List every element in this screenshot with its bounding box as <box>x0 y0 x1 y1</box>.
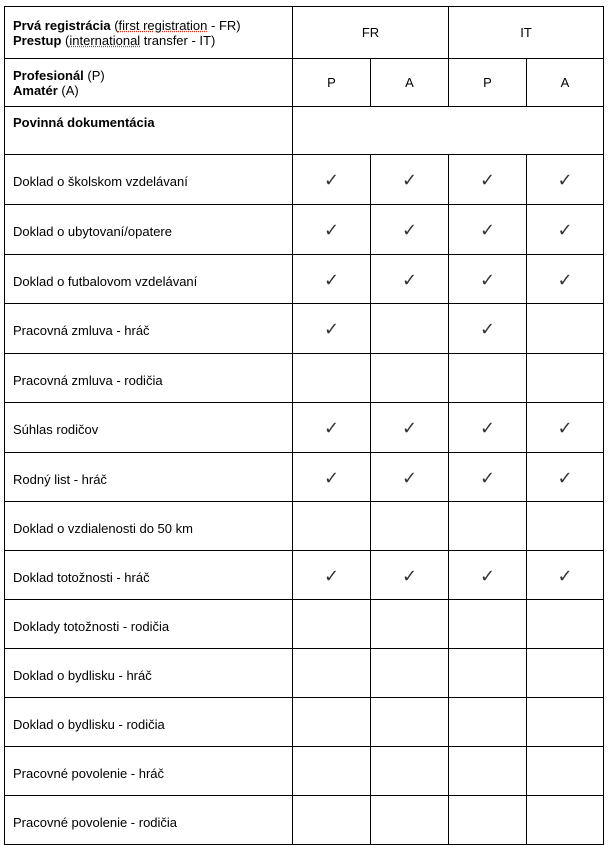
document-label-cell <box>5 453 293 502</box>
check-cell-fr-a <box>371 551 449 600</box>
table-row <box>5 155 604 205</box>
check-icon: ✓ <box>557 467 573 489</box>
table-row <box>5 205 604 255</box>
check-cell-fr-p <box>293 304 371 354</box>
transfer-english-word: international <box>69 32 141 48</box>
document-label-cell <box>5 502 293 551</box>
table-row <box>5 649 604 698</box>
check-icon: ✓ <box>479 418 496 439</box>
first-registration-label: Prvá registrácia <box>13 17 111 33</box>
table-row <box>5 600 604 649</box>
check-cell-it-p <box>449 354 527 403</box>
documentation-table <box>4 6 604 845</box>
check-cell-it-a <box>527 551 604 600</box>
document-label: Pracovné povolenie - rodičia <box>13 814 178 830</box>
check-cell-it-a <box>527 205 604 255</box>
column-header-fr: FR <box>293 7 449 59</box>
paren-open: ( <box>110 17 119 33</box>
check-icon: ✓ <box>323 319 340 340</box>
check-cell-it-p <box>449 205 527 255</box>
check-cell-it-a <box>527 354 604 403</box>
check-icon: ✓ <box>479 220 496 241</box>
check-cell-it-a <box>527 155 604 205</box>
check-cell-it-p <box>449 551 527 600</box>
document-label-cell <box>5 698 293 747</box>
check-cell-fr-a <box>371 600 449 649</box>
document-label: Súhlas rodičov <box>13 422 99 437</box>
table-row <box>5 502 604 551</box>
professional-label: Profesionál <box>13 67 84 83</box>
check-cell-it-p <box>449 304 527 354</box>
transfer-code: transfer - IT) <box>140 32 216 48</box>
check-cell-fr-p <box>293 747 371 796</box>
table-row <box>5 796 604 845</box>
amateur-label: Amatér <box>13 82 58 98</box>
document-label-cell <box>5 796 293 845</box>
check-cell-it-a <box>527 453 604 502</box>
document-label: Doklad o ubytovaní/opatere <box>13 224 172 239</box>
check-icon: ✓ <box>401 467 418 489</box>
check-icon: ✓ <box>401 170 418 191</box>
first-registration-english: first registration <box>118 17 208 33</box>
check-icon: ✓ <box>479 269 496 291</box>
column-header-it: IT <box>449 7 604 59</box>
check-icon: ✓ <box>323 269 340 291</box>
header-row-registration <box>5 7 604 59</box>
check-cell-fr-a <box>371 304 449 354</box>
document-label-cell <box>5 354 293 403</box>
table-row <box>5 551 604 600</box>
check-icon: ✓ <box>557 418 573 439</box>
check-icon: ✓ <box>323 170 340 191</box>
document-label: Doklad totožnosti - hráč <box>13 569 150 585</box>
check-cell-fr-p <box>293 649 371 698</box>
check-cell-fr-a <box>371 155 449 205</box>
check-cell-fr-p <box>293 205 371 255</box>
check-cell-it-p <box>449 403 527 453</box>
document-label: Pracovné povolenie - hráč <box>13 765 165 781</box>
check-cell-it-p <box>449 155 527 205</box>
check-cell-it-p <box>449 796 527 845</box>
subheader-it-p: P <box>449 59 527 107</box>
document-label-cell <box>5 205 293 255</box>
check-cell-fr-p <box>293 698 371 747</box>
check-cell-fr-a <box>371 354 449 403</box>
document-label-cell <box>5 304 293 354</box>
check-cell-it-a <box>527 502 604 551</box>
check-cell-fr-p <box>293 502 371 551</box>
check-cell-it-a <box>527 403 604 453</box>
document-label-cell <box>5 649 293 698</box>
document-label: Doklad o futbalovom vzdelávaní <box>13 273 198 289</box>
check-icon: ✓ <box>401 418 418 439</box>
check-cell-fr-a <box>371 502 449 551</box>
first-registration-code: - FR) <box>207 17 241 33</box>
check-cell-it-p <box>449 255 527 304</box>
subheader-fr-a: A <box>371 59 449 107</box>
document-label: Doklad o vzdialenosti do 50 km <box>13 520 193 536</box>
section-title-cell <box>5 107 293 155</box>
document-label: Doklad o školskom vzdelávaní <box>13 174 188 189</box>
check-cell-it-a <box>527 649 604 698</box>
check-cell-fr-a <box>371 698 449 747</box>
check-cell-fr-a <box>371 453 449 502</box>
check-icon: ✓ <box>479 170 496 191</box>
document-label-cell <box>5 403 293 453</box>
check-icon: ✓ <box>401 220 418 241</box>
check-cell-it-a <box>527 747 604 796</box>
check-cell-it-a <box>527 698 604 747</box>
check-cell-fr-p <box>293 155 371 205</box>
check-cell-fr-a <box>371 255 449 304</box>
table-row <box>5 403 604 453</box>
check-cell-fr-a <box>371 649 449 698</box>
check-icon: ✓ <box>479 319 496 340</box>
check-cell-it-p <box>449 747 527 796</box>
professional-code: (P) <box>83 67 105 83</box>
check-cell-fr-p <box>293 600 371 649</box>
check-icon: ✓ <box>479 565 496 587</box>
check-icon: ✓ <box>401 565 418 587</box>
check-cell-it-a <box>527 600 604 649</box>
check-cell-fr-a <box>371 205 449 255</box>
check-cell-it-p <box>449 600 527 649</box>
amateur-code: (A) <box>57 82 79 98</box>
transfer-label: Prestup <box>13 32 62 48</box>
check-icon: ✓ <box>323 220 340 241</box>
check-cell-it-p <box>449 453 527 502</box>
document-label: Pracovná zmluva - rodičia <box>13 372 163 388</box>
table-row <box>5 304 604 354</box>
document-label-cell <box>5 600 293 649</box>
document-label: Doklad o bydlisku - rodičia <box>13 716 165 732</box>
subheader-it-a: A <box>527 59 604 107</box>
document-label-cell <box>5 155 293 205</box>
player-status-cell <box>5 59 293 107</box>
section-empty-cell <box>293 107 604 155</box>
subheader-fr-p: P <box>293 59 371 107</box>
table-row <box>5 354 604 403</box>
check-cell-fr-p <box>293 796 371 845</box>
section-title: Povinná dokumentácia <box>13 115 155 130</box>
check-cell-it-p <box>449 649 527 698</box>
check-icon: ✓ <box>401 269 418 291</box>
check-cell-fr-a <box>371 403 449 453</box>
check-icon: ✓ <box>557 220 573 241</box>
table-row <box>5 255 604 304</box>
document-label-cell <box>5 747 293 796</box>
document-label-cell <box>5 551 293 600</box>
check-cell-it-a <box>527 304 604 354</box>
check-icon: ✓ <box>323 467 340 489</box>
check-cell-it-p <box>449 502 527 551</box>
check-cell-fr-p <box>293 453 371 502</box>
document-label: Pracovná zmluva - hráč <box>13 323 150 338</box>
check-cell-fr-p <box>293 551 371 600</box>
check-icon: ✓ <box>323 565 340 587</box>
check-icon: ✓ <box>557 269 573 291</box>
document-label: Doklady totožnosti - rodičia <box>13 618 170 634</box>
header-row-status <box>5 59 604 107</box>
check-icon: ✓ <box>323 418 340 439</box>
check-icon: ✓ <box>479 467 496 489</box>
check-cell-it-a <box>527 255 604 304</box>
check-cell-it-p <box>449 698 527 747</box>
check-cell-fr-p <box>293 403 371 453</box>
check-cell-fr-a <box>371 796 449 845</box>
check-icon: ✓ <box>557 565 573 587</box>
check-cell-it-a <box>527 796 604 845</box>
paren-open-2: ( <box>61 32 70 48</box>
table-row <box>5 698 604 747</box>
table-row <box>5 747 604 796</box>
check-cell-fr-p <box>293 255 371 304</box>
registration-type-cell <box>5 7 293 59</box>
check-icon: ✓ <box>557 170 573 191</box>
section-row <box>5 107 604 155</box>
check-cell-fr-p <box>293 354 371 403</box>
table-row <box>5 453 604 502</box>
check-cell-fr-a <box>371 747 449 796</box>
document-label: Doklad o bydlisku - hráč <box>13 667 152 683</box>
document-label: Rodný list - hráč <box>13 471 107 487</box>
document-label-cell <box>5 255 293 304</box>
